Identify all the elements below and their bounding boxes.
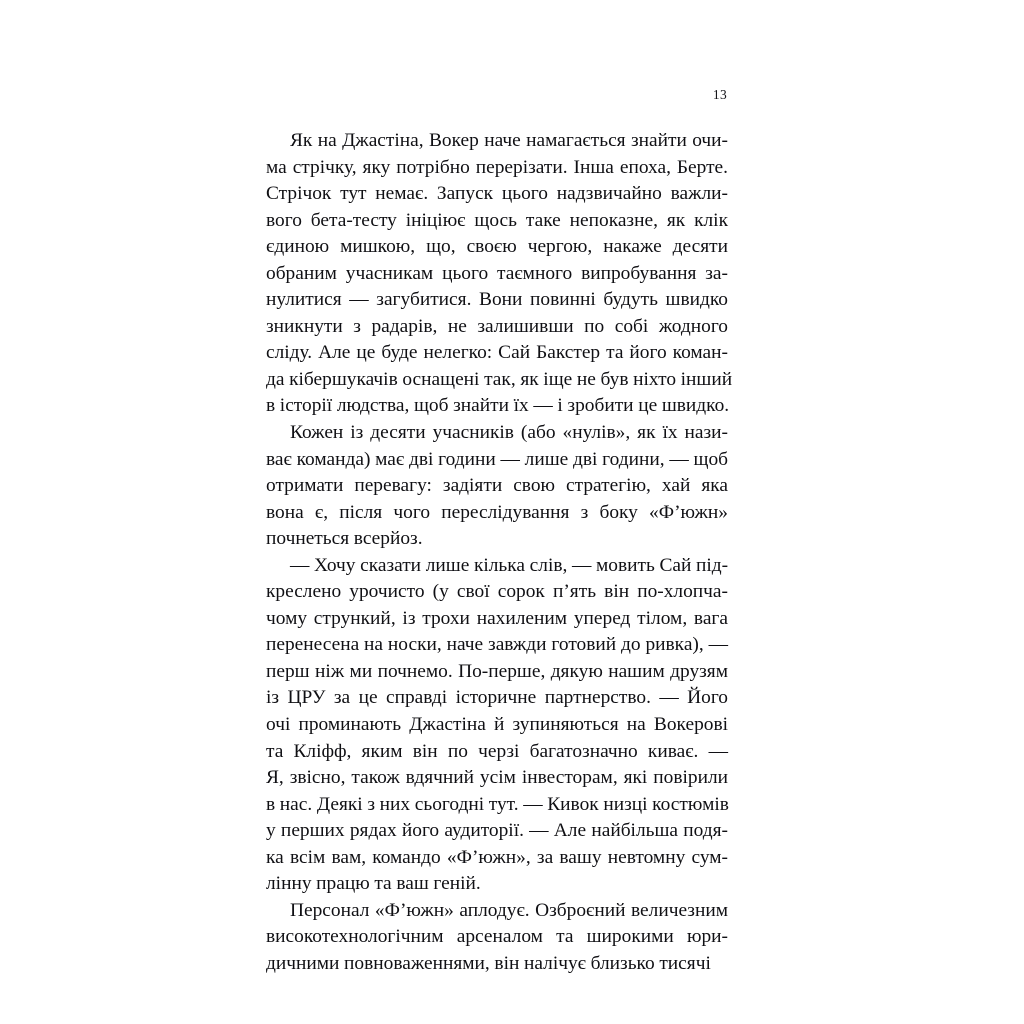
text-line: перенесена на носки, наче завжди готовий до ривка), — — [266, 634, 728, 656]
text-line: Персонал «Ф’южн» аплодує. Озброєний величезним — [290, 899, 728, 921]
text-line: в нас. Деякі з них сьогодні тут. — Кивок низці костюмів — [266, 793, 729, 815]
paragraph — [266, 128, 733, 420]
text-line: чому стрункий, із трохи нахиленим уперед тілом, вага — [266, 607, 728, 629]
text-line: Як на Джастіна, Вокер наче намагається знайти очи- — [290, 130, 728, 151]
text-line: ка всім вам, командо «Ф’южн», за вашу невтомну сум- — [266, 846, 728, 868]
text-line: в історії людства, щоб знайти їх — і зробити це швидко. — [266, 395, 730, 417]
text-line: вого бета-тесту ініціює щось таке непоказне, як клік — [266, 209, 728, 231]
text-line: єдиною мишкою, що, своєю чергою, накаже десяти — [266, 236, 728, 258]
text-line: Я, звісно, також вдячний усім інвесторам, які повірили — [266, 767, 728, 789]
text-line: Стрічок тут немає. Запуск цього надзвичайно важли- — [266, 183, 728, 205]
text-line: нулитися — загубитися. Вони повинні будуть швидко — [266, 289, 728, 311]
text-line: отримати перевагу: задіяти свою стратегію, хай яка — [266, 475, 728, 497]
paragraph — [266, 898, 728, 978]
paragraph — [266, 420, 728, 553]
paragraph — [266, 553, 728, 898]
text-line: зникнути з радарів, не залишивши по собі жодного — [266, 315, 728, 337]
text-line: перш ніж ми почнемо. По-перше, дякую нашим друзям — [266, 660, 728, 682]
text-line: сліду. Але це буде нелегко: Сай Бакстер та його коман- — [266, 342, 728, 364]
text-line: обраним учасникам цього таємного випробування за- — [266, 262, 728, 284]
text-line: лінну працю та ваш геній. — [266, 873, 481, 895]
text-line: ває команда) має дві години — лише дві години, — щоб — [266, 448, 728, 470]
text-line: дичними повноваженнями, він налічує близько тисячі — [266, 952, 711, 974]
text-line: із ЦРУ за це справді історичне партнерство. — Його — [266, 687, 728, 709]
text-line: почнеться всерйоз. — [266, 528, 423, 550]
text-line: високотехнологічним арсеналом та широкими юри- — [266, 926, 728, 948]
text-line: вона є, після чого переслідування з боку «Ф’южн» — [266, 501, 728, 523]
text-line: ма стрічку, яку потрібно перерізати. Інша епоха, Берте. — [266, 156, 728, 178]
text-line: у перших рядах його аудиторії. — Але найбільша подя- — [266, 820, 728, 842]
text-line: — Хочу сказати лише кілька слів, — мовить Сай під- — [290, 554, 729, 576]
text-line: та Кліфф, яким він по черзі багатозначно киває. — — [266, 740, 728, 762]
page-number: 13 — [712, 87, 727, 102]
text-line: да кібершукачів оснащені так, як іще не був ніхто інший — [266, 368, 733, 390]
text-line: очі проминають Джастіна й зупиняються на Вокерові — [266, 714, 728, 736]
body-text-block — [266, 128, 733, 978]
text-line: Кожен із десяти учасників (або «нулів», як їх нази- — [290, 422, 728, 444]
text-line: креслено урочисто (у свої сорок п’ять він по-хлопча- — [266, 581, 728, 603]
